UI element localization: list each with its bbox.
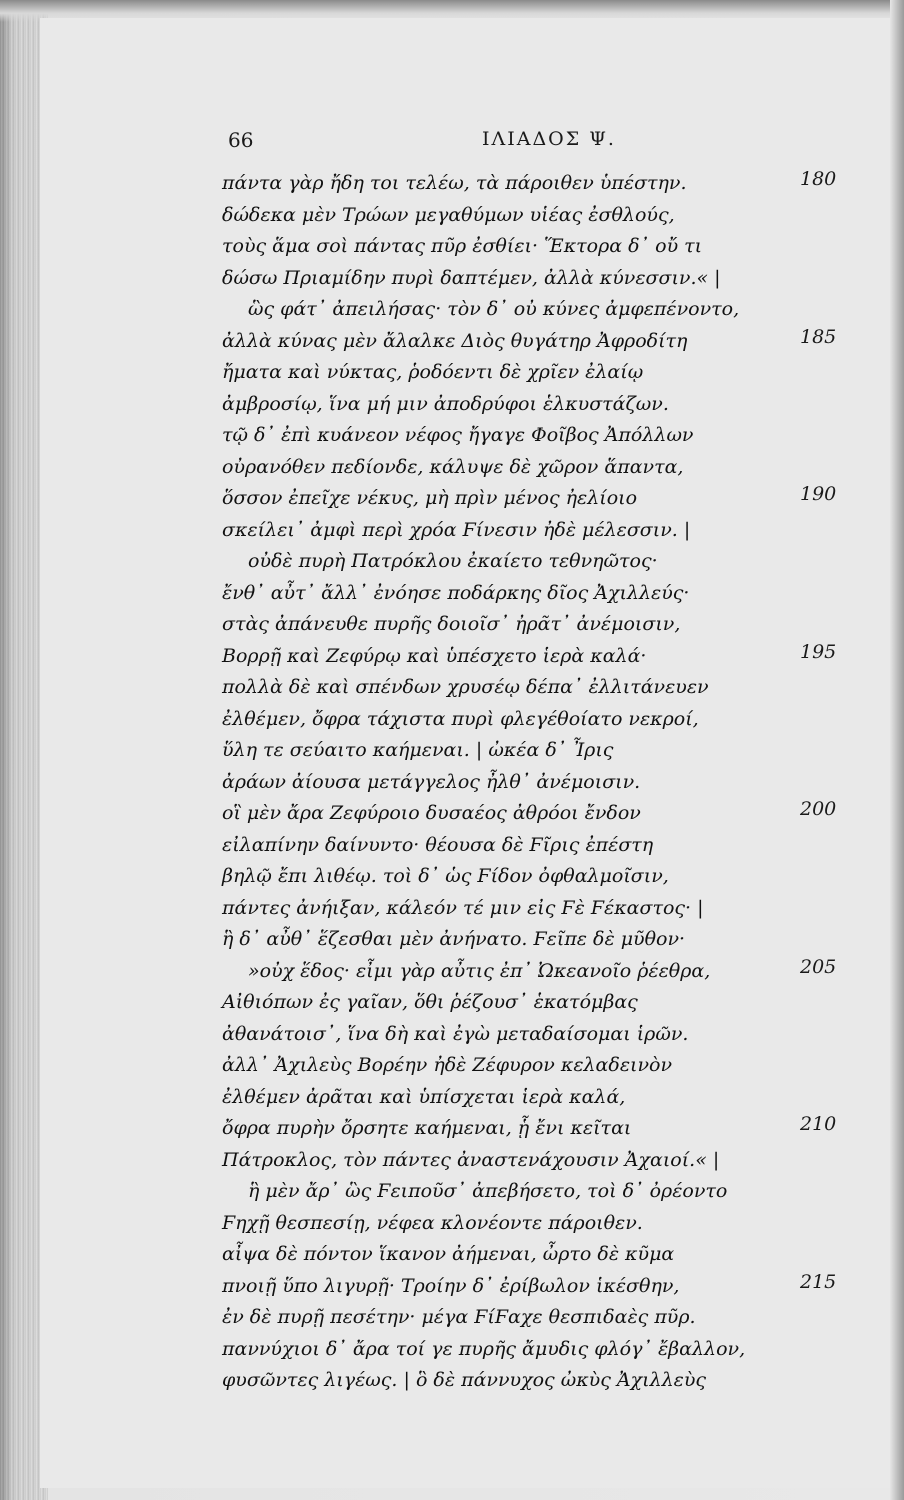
line-number: 195 bbox=[800, 640, 837, 663]
verse-block bbox=[222, 168, 782, 1397]
line-number: 205 bbox=[800, 955, 837, 978]
verse-line: δώδεκα μὲν Τρώων μεγαθύμων υἱέας ἐσθλούς, bbox=[222, 203, 675, 226]
page-title: ΙΛΙΑΔΟΣ Ψ. bbox=[482, 128, 616, 150]
verse-line: σκείλει᾽ ἀμφὶ περὶ χρόα Ϝίνεσιν ἠδὲ μέλεσσιν. | bbox=[222, 518, 691, 541]
verse-line: ἐν δὲ πυρῇ πεσέτην· μέγα ϜίϜαχε θεσπιδαὲς πῦρ. bbox=[222, 1306, 696, 1328]
right-shadow bbox=[890, 0, 904, 1500]
verse-line: Πάτροκλος, τὸν πάντες ἀναστενάχουσιν Ἀχαιοί.« | bbox=[222, 1148, 720, 1171]
verse-line: ὕλη τε σεύαιτο καήμεναι. | ὠκέα δ᾽ Ἶρις bbox=[222, 739, 614, 761]
verse-line: Ϝηχῇ θεσπεσίῃ, νέφεα κλονέοντε πάροιθεν. bbox=[222, 1211, 643, 1234]
line-number: 210 bbox=[800, 1113, 837, 1135]
verse-line: ἐλθέμεν ἀρᾶται καὶ ὑπίσχεται ἱερὰ καλά, bbox=[222, 1085, 626, 1108]
line-number: 185 bbox=[800, 325, 837, 348]
verse-line: βηλῷ ἔπι λιθέῳ. τοὶ δ᾽ ὡς Ϝίδον ὀφθαλμοῖσιν, bbox=[222, 865, 669, 887]
verse-line: Αἰθιόπων ἐς γαῖαν, ὅθι ῥέζουσ᾽ ἑκατόμβας bbox=[222, 991, 638, 1013]
running-head bbox=[228, 128, 728, 158]
verse-line: αἶψα δὲ πόντον ἵκανον ἀήμεναι, ὦρτο δὲ κῦμα bbox=[222, 1243, 675, 1265]
verse-line: στὰς ἀπάνευθε πυρῆς δοιοῖσ᾽ ἠρᾶτ᾽ ἀνέμοισιν, bbox=[222, 613, 681, 635]
line-number: 200 bbox=[800, 798, 837, 820]
verse-line: ἤματα καὶ νύκτας, ῥοδόεντι δὲ χρῖεν ἐλαίῳ bbox=[222, 361, 644, 383]
line-number: 190 bbox=[800, 483, 837, 505]
verse-line: ἔνθ᾽ αὖτ᾽ ἄλλ᾽ ἐνόησε ποδάρκης δῖος Ἀχιλλεύς· bbox=[222, 581, 690, 604]
verse-line: ἀμβροσίῳ, ἵνα μή μιν ἀποδρύφοι ἑλκυστάζων. bbox=[222, 392, 669, 415]
line-number: 215 bbox=[800, 1270, 837, 1293]
page-number: 66 bbox=[228, 128, 254, 152]
verse-line: ἀλλ᾽ Ἀχιλεὺς Βορέην ἠδὲ Ζέφυρον κελαδεινὸν bbox=[222, 1054, 673, 1076]
verse-line: ἐλθέμεν, ὄφρα τάχιστα πυρὶ φλεγέθοίατο νεκροί, bbox=[222, 707, 699, 730]
verse-line: οὐρανόθεν πεδίονδε, κάλυψε δὲ χῶρον ἅπαντα, bbox=[222, 455, 684, 478]
verse-line: Βορρῇ καὶ Ζεφύρῳ καὶ ὑπέσχετο ἱερὰ καλά· bbox=[222, 644, 647, 667]
verse-line: τοὺς ἅμα σοὶ πάντας πῦρ ἐσθίει· Ἕκτορα δ᾽ οὔ τι bbox=[222, 235, 703, 257]
verse-line: ἣ δ᾽ αὖθ᾽ ἕζεσθαι μὲν ἀνήνατο. Ϝεῖπε δὲ μῦθον· bbox=[222, 928, 686, 950]
verse-line: εἰλαπίνην δαίνυντο· θέουσα δὲ Ϝῖρις ἐπέστη bbox=[222, 833, 654, 856]
verse-line: οὐδὲ πυρὴ Πατρόκλου ἐκαίετο τεθνηῶτος· bbox=[248, 550, 658, 572]
line-number: 180 bbox=[800, 168, 837, 190]
verse-line: φυσῶντες λιγέως. | ὃ δὲ πάννυχος ὠκὺς Ἀχιλλεὺς bbox=[222, 1369, 707, 1391]
verse-line: πάντες ἀνήιξαν, κάλεόν τέ μιν εἰς Ϝὲ Ϝέκαστος· | bbox=[222, 896, 704, 919]
verse-line: τῷ δ᾽ ἐπὶ κυάνεον νέφος ἤγαγε Φοῖβος Ἀπόλλων bbox=[222, 424, 694, 446]
verse-line: ἀθανάτοισ᾽, ἵνα δὴ καὶ ἐγὼ μεταδαίσομαι ἱρῶν. bbox=[222, 1022, 689, 1045]
verse-line: πάντα γὰρ ἤδη τοι τελέω, τὰ πάροιθεν ὑπέστην. bbox=[222, 172, 687, 194]
verse-line: οἳ μὲν ἄρα Ζεφύροιο δυσαέος ἀθρόοι ἔνδον bbox=[222, 802, 641, 824]
verse-line: δώσω Πριαμίδην πυρὶ δαπτέμεν, ἀλλὰ κύνεσσιν.« | bbox=[222, 266, 721, 289]
verse-line: »οὐχ ἕδος· εἶμι γὰρ αὖτις ἐπ᾽ Ὠκεανοῖο ῥέεθρα, bbox=[248, 959, 711, 982]
verse-line: πνοιῇ ὕπο λιγυρῇ· Τροίην δ᾽ ἐρίβωλον ἱκέσθην, bbox=[222, 1274, 680, 1297]
verse-line: ὅσσον ἐπεῖχε νέκυς, μὴ πρὶν μένος ἠελίοιο bbox=[222, 487, 638, 509]
verse-line: παννύχιοι δ᾽ ἄρα τοί γε πυρῆς ἄμυδις φλόγ᾽ ἔβαλλον, bbox=[222, 1337, 746, 1360]
verse-line: ἣ μὲν ἄρ᾽ ὣς Ϝειποῦσ᾽ ἀπεβήσετο, τοὶ δ᾽ ὀρέοντο bbox=[248, 1180, 728, 1202]
verse-line: πολλὰ δὲ καὶ σπένδων χρυσέῳ δέπα᾽ ἐλλιτάνευεν bbox=[222, 676, 709, 698]
verse-line: ἀλλὰ κύνας μὲν ἄλαλκε Διὸς θυγάτηρ Ἀφροδίτη bbox=[222, 329, 688, 352]
verse-line: ὄφρα πυρὴν ὄρσητε καήμεναι, ᾗ ἔνι κεῖται bbox=[222, 1117, 632, 1139]
verse-line: ὣς φάτ᾽ ἀπειλήσας· τὸν δ᾽ οὐ κύνες ἀμφεπένοντο, bbox=[248, 298, 740, 320]
verse-line: ἀράων ἀίουσα μετάγγελος ἦλθ᾽ ἀνέμοισιν. bbox=[222, 770, 641, 793]
